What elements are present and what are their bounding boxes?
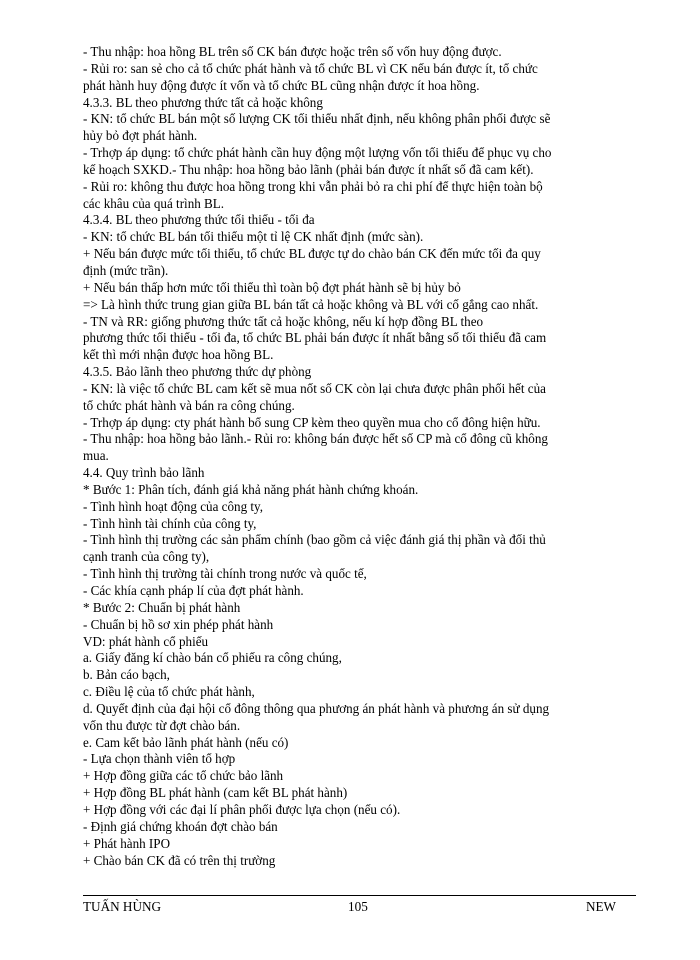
text-line: + Phát hành IPO bbox=[83, 835, 171, 851]
text-line: - Lựa chọn thành viên tổ hợp bbox=[83, 751, 236, 767]
page-body bbox=[83, 44, 643, 869]
text-line: định (mức trần). bbox=[83, 262, 169, 278]
text-line: d. Quyết định của đại hội cổ đông thông qua phương án phát hành và phương án sử dụng bbox=[83, 700, 550, 716]
text-line: * Bước 1: Phân tích, đánh giá khả năng phát hành chứng khoán. bbox=[83, 481, 419, 497]
text-line: mua. bbox=[83, 448, 109, 464]
footer-author: TUẤN HÙNG bbox=[83, 899, 162, 914]
text-line: - Rủi ro: không thu được hoa hồng trong khi vẫn phải bỏ ra chi phí để thực hiện toàn bộ bbox=[83, 178, 543, 194]
text-line: c. Điều lệ của tổ chức phát hành, bbox=[83, 684, 255, 700]
text-line: cạnh tranh của công ty), bbox=[83, 549, 210, 565]
text-line: + Chào bán CK đã có trên thị trường bbox=[83, 852, 276, 868]
text-line: kế hoạch SXKD.- Thu nhập: hoa hồng bảo lãnh (phải bán được ít nhất số đã cam kết). bbox=[83, 161, 534, 177]
text-line: - KN: tổ chức BL bán một số lượng CK tối thiểu nhất định, nếu không phân phối được sẽ bbox=[83, 111, 551, 127]
footer-tag: NEW bbox=[585, 899, 616, 914]
text-line: e. Cam kết bảo lãnh phát hành (nếu có) bbox=[83, 734, 289, 750]
text-line: + Nếu bán thấp hơn mức tối thiểu thì toàn bộ đợt phát hành sẽ bị hủy bỏ bbox=[83, 279, 461, 295]
text-line: phát hành huy động được ít vốn và tổ chức BL cũng nhận được ít hoa hồng. bbox=[83, 77, 480, 93]
text-line: 4.4. Quy trình bảo lãnh bbox=[83, 465, 205, 481]
text-line: - Định giá chứng khoán đợt chào bán bbox=[83, 818, 278, 834]
text-line: 4.3.4. BL theo phương thức tối thiểu - tối đa bbox=[83, 212, 315, 228]
text-line: - Tình hình thị trường tài chính trong nước và quốc tế, bbox=[83, 566, 367, 582]
text-line: - Tình hình thị trường các sản phẩm chính (bao gồm cả việc đánh giá thị phần và đối thủ bbox=[83, 532, 546, 548]
text-line: - Tình hình tài chính của công ty, bbox=[83, 515, 257, 531]
text-line: + Nếu bán được mức tối thiểu, tổ chức BL được tự do chào bán CK đến mức tối đa quy bbox=[83, 246, 541, 262]
text-line: => Là hình thức trung gian giữa BL bán tất cả hoặc không và BL với cố gắng cao nhất. bbox=[83, 296, 539, 312]
page-footer bbox=[83, 898, 636, 916]
text-line: - Thu nhập: hoa hồng BL trên số CK bán được hoặc trên số vốn huy động được. bbox=[83, 44, 502, 59]
text-line: - Tình hình hoạt động của công ty, bbox=[83, 498, 264, 514]
text-line: VD: phát hành cổ phiếu bbox=[83, 633, 209, 649]
text-line: tổ chức phát hành và bán ra công chúng. bbox=[83, 397, 295, 413]
text-line: các khâu của quá trình BL. bbox=[83, 195, 225, 211]
text-line: hủy bỏ đợt phát hành. bbox=[83, 128, 198, 144]
text-line: - TN và RR: giống phương thức tất cả hoặc không, nếu kí hợp đồng BL theo bbox=[83, 313, 484, 329]
page-number: 105 bbox=[348, 899, 368, 914]
text-line: kết thì mới nhận được hoa hồng BL. bbox=[83, 347, 274, 363]
text-line: vốn thu được từ đợt chào bán. bbox=[83, 717, 241, 733]
text-line: - KN: tổ chức BL bán tối thiểu một tỉ lệ CK nhất định (mức sàn). bbox=[83, 229, 424, 245]
text-line: - Rủi ro: san sẻ cho cả tổ chức phát hành và tổ chức BL vì CK nếu bán được ít, tổ chức bbox=[83, 60, 538, 76]
text-line: - Trhợp áp dụng: tổ chức phát hành cần huy động một lượng vốn tối thiểu để phục vụ cho bbox=[83, 145, 552, 161]
text-line: 4.3.5. Bảo lãnh theo phương thức dự phòng bbox=[83, 364, 312, 380]
text-line: - KN: là việc tổ chức BL cam kết sẽ mua nốt số CK còn lại chưa được phân phối hết của bbox=[83, 380, 546, 396]
text-line: + Hợp đồng giữa các tổ chức bảo lãnh bbox=[83, 768, 284, 784]
footer-divider bbox=[83, 895, 636, 896]
text-line: a. Giấy đăng kí chào bán cổ phiếu ra công chúng, bbox=[83, 650, 342, 666]
text-line: * Bước 2: Chuẩn bị phát hành bbox=[83, 599, 241, 615]
text-line: + Hợp đồng BL phát hành (cam kết BL phát hành) bbox=[83, 785, 348, 801]
text-line: 4.3.3. BL theo phương thức tất cả hoặc không bbox=[83, 94, 323, 110]
text-line: - Trhợp áp dụng: cty phát hành bổ sung CP kèm theo quyền mua cho cổ đông hiện hữu. bbox=[83, 414, 541, 430]
text-line: + Hợp đồng với các đại lí phân phối được lựa chọn (nếu có). bbox=[83, 801, 401, 817]
text-line: phương thức tối thiểu - tối đa, tổ chức BL phải bán được ít nhất bằng số tối thiểu đã cam bbox=[83, 330, 547, 346]
text-line: - Thu nhập: hoa hồng bảo lãnh.- Rủi ro: không bán được hết số CP mà cổ đông cũ không bbox=[83, 431, 548, 447]
text-line: b. Bản cáo bạch, bbox=[83, 667, 170, 683]
text-line: - Các khía cạnh pháp lí của đợt phát hành. bbox=[83, 583, 304, 598]
text-line: - Chuẩn bị hồ sơ xin phép phát hành bbox=[83, 616, 274, 632]
